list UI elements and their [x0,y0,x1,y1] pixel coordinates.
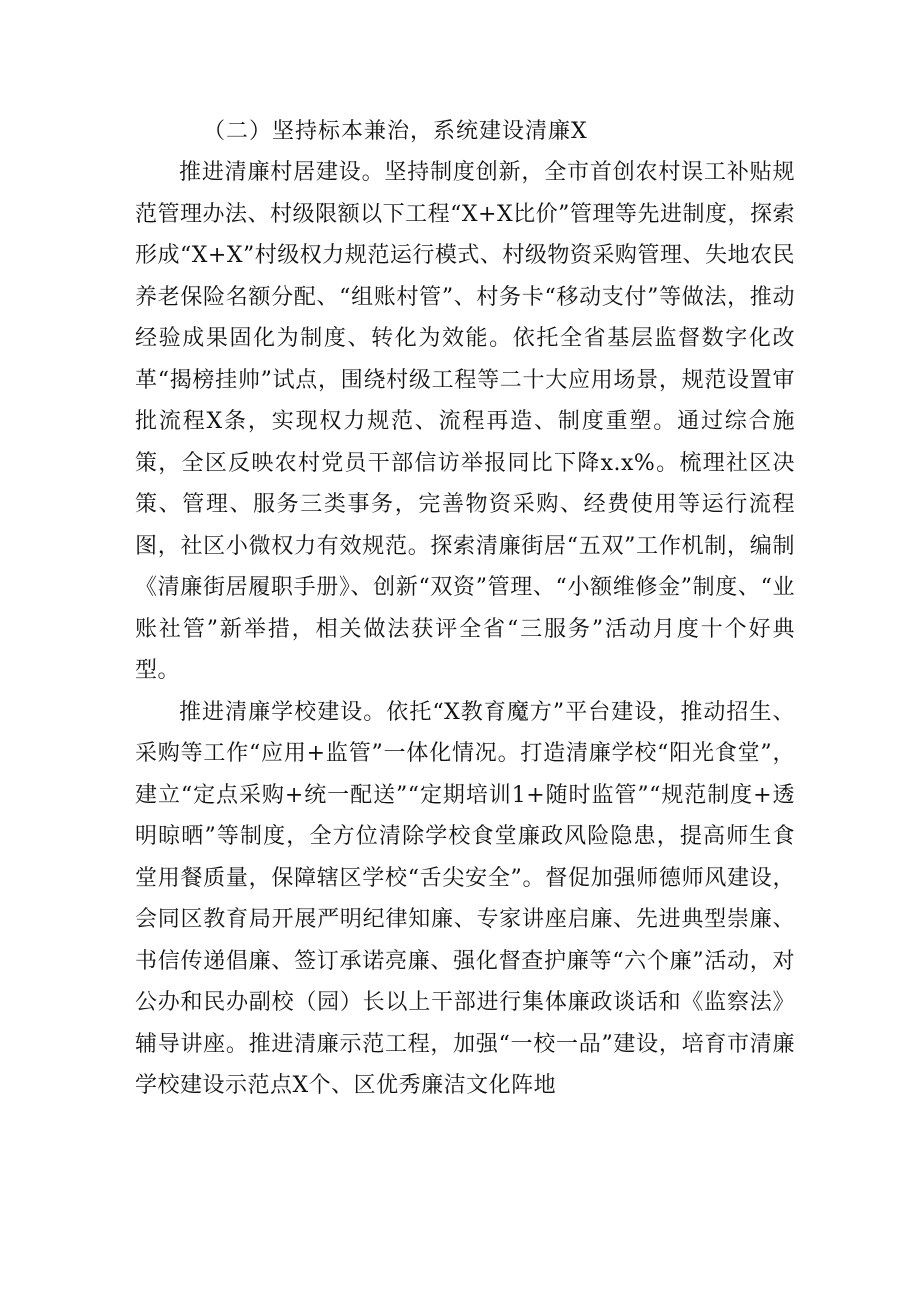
paragraph-school: 推进清廉学校建设。依托“X教育魔方”平台建设，推动招生、采购等工作“应用+监管”一体化情况。打造清廉学校“阳光食堂”，建立“定点采购+统一配送”“定期培训1+随时监管”“规范制度+透明晾晒”等制度，全方位清除学校食堂廉政风险隐患，提高师生食堂用餐质量，保障辖区学校“舌尖安全”。督促加强师德师风建设，会同区教育局开展严明纪律知廉、专家讲座启廉、先进典型崇廉、书信传递倡廉、签订承诺亮廉、强化督查护廉等“六个廉”活动，对公办和民办副校（园）长以上干部进行集体廉政谈话和《监察法》辅导讲座。推进清廉示范工程，加强“一校一品”建设，培育市清廉学校建设示范点X个、区优秀廉洁文化阵地 [135,699,795,1098]
section-heading: （二）坚持标本兼治，系统建设清廉X [203,119,588,144]
document-body [135,112,795,1107]
paragraph-village: 推进清廉村居建设。坚持制度创新，全市首创农村误工补贴规范管理办法、村级限额以下工程“X+X比价”管理等先进制度，探索形成“X+X”村级权力规范运行模式、村级物资采购管理、失地农民养老保险名额分配、“组账村管”、村务卡“移动支付”等做法，推动经验成果固化为制度、转化为效能。依托全省基层监督数字化改革“揭榜挂帅”试点，围绕村级工程等二十大应用场景，规范设置审批流程X条，实现权力规范、流程再造、制度重塑。通过综合施策，全区反映农村党员干部信访举报同比下降x.x%。梳理社区决策、管理、服务三类事务，完善物资采购、经费使用等运行流程图，社区小微权力有效规范。探索清廉街居“五双”工作机制，编制《清廉街居履职手册》、创新“双资”管理、“小额维修金”制度、“业账社管”新举措，相关做法获评全省“三服务”活动月度十个好典型。 [135,160,795,683]
